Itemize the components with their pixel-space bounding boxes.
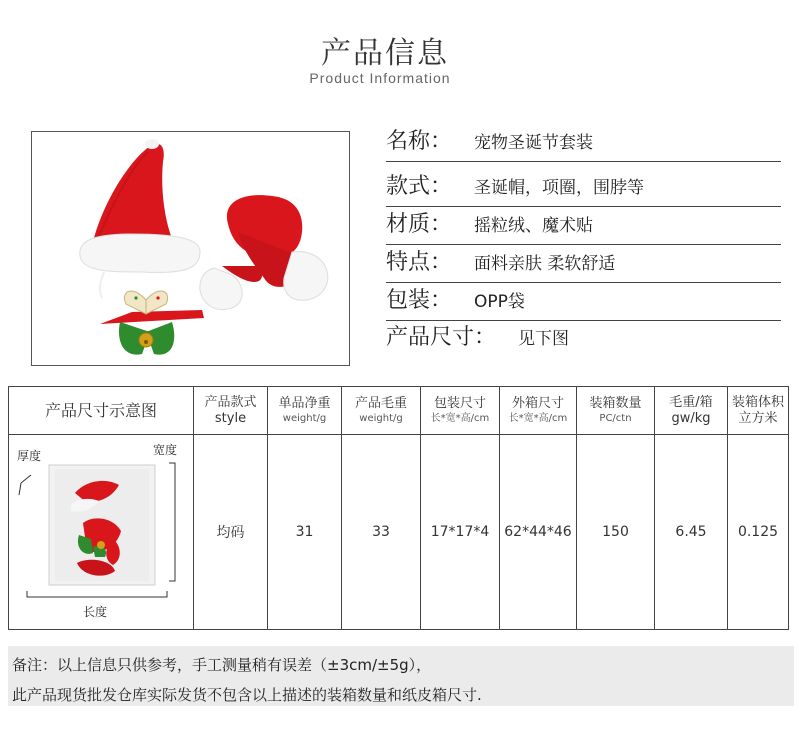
info-label: 特点：: [386, 250, 453, 275]
thickness-label: 厚度: [17, 449, 42, 463]
table-header-cell: 毛重/箱 gw/kg: [655, 387, 728, 435]
table-cell: 6.45: [655, 435, 728, 630]
table-cell: 17*17*4: [421, 435, 500, 630]
santa-hat-icon: [80, 139, 200, 298]
bow-collar-icon: [100, 291, 204, 355]
page-title: 产品信息: [321, 36, 449, 71]
info-value: 摇粒绒、魔术贴: [474, 216, 593, 236]
product-illustration: [32, 132, 349, 365]
info-row-name: [386, 124, 781, 162]
info-value: OPP袋: [474, 292, 525, 312]
table-header-cell: 产品毛重 weight/g: [342, 387, 421, 435]
info-label: 材质：: [386, 212, 453, 237]
table-cell: 62*44*46: [500, 435, 577, 630]
table-header-cell: 单品净重 weight/g: [268, 387, 342, 435]
info-row-packaging: [386, 283, 781, 321]
info-value: 面料亲肤 柔软舒适: [474, 254, 616, 274]
info-label: 产品尺寸：: [386, 325, 497, 350]
table-header-cell: 产品款式 style: [194, 387, 268, 435]
remarks-line: 此产品现货批发仓库实际发货不包含以上描述的装箱数量和纸皮箱尺寸.: [12, 686, 482, 704]
size-diagram-cell: [9, 435, 194, 630]
table-cell: 均码: [194, 435, 268, 630]
info-value: 见下图: [518, 329, 569, 349]
info-row-features: [386, 245, 781, 283]
info-row-style: [386, 169, 781, 207]
size-diagram: [9, 435, 193, 629]
info-row-material: [386, 207, 781, 245]
table-cell: 0.125: [728, 435, 789, 630]
table-header-cell: 装箱数量 PC/ctn: [577, 387, 655, 435]
remarks-line: 备注：以上信息只供参考，手工测量稍有误差（±3cm/±5g），: [12, 656, 432, 674]
table-cell: 31: [268, 435, 342, 630]
table-header-cell: 装箱体积 立方米: [728, 387, 789, 435]
width-label: 宽度: [153, 443, 178, 457]
info-value: 宠物圣诞节套装: [474, 133, 593, 153]
package-icon: [9, 435, 193, 629]
table-header-cell: 外箱尺寸 长*宽*高/cm: [500, 387, 577, 435]
table-cell: 33: [342, 435, 421, 630]
spec-table: [8, 386, 789, 630]
product-photo: [31, 131, 350, 366]
table-header-row: [9, 387, 789, 435]
table-header-cell: 产品尺寸示意图: [9, 387, 194, 435]
info-value: 圣诞帽，项圈，围脖等: [474, 178, 644, 198]
remarks-box: [8, 646, 794, 706]
info-label: 名称：: [386, 129, 453, 154]
page-subtitle: Product Information: [309, 70, 451, 86]
table-row: [9, 435, 789, 630]
info-label: 款式：: [386, 174, 453, 199]
table-cell: 150: [577, 435, 655, 630]
scarf-icon: [200, 195, 328, 309]
length-label: 长度: [83, 605, 108, 619]
info-row-size: [386, 320, 781, 357]
info-label: 包装：: [386, 288, 453, 313]
table-header-cell: 包装尺寸 长*宽*高/cm: [421, 387, 500, 435]
